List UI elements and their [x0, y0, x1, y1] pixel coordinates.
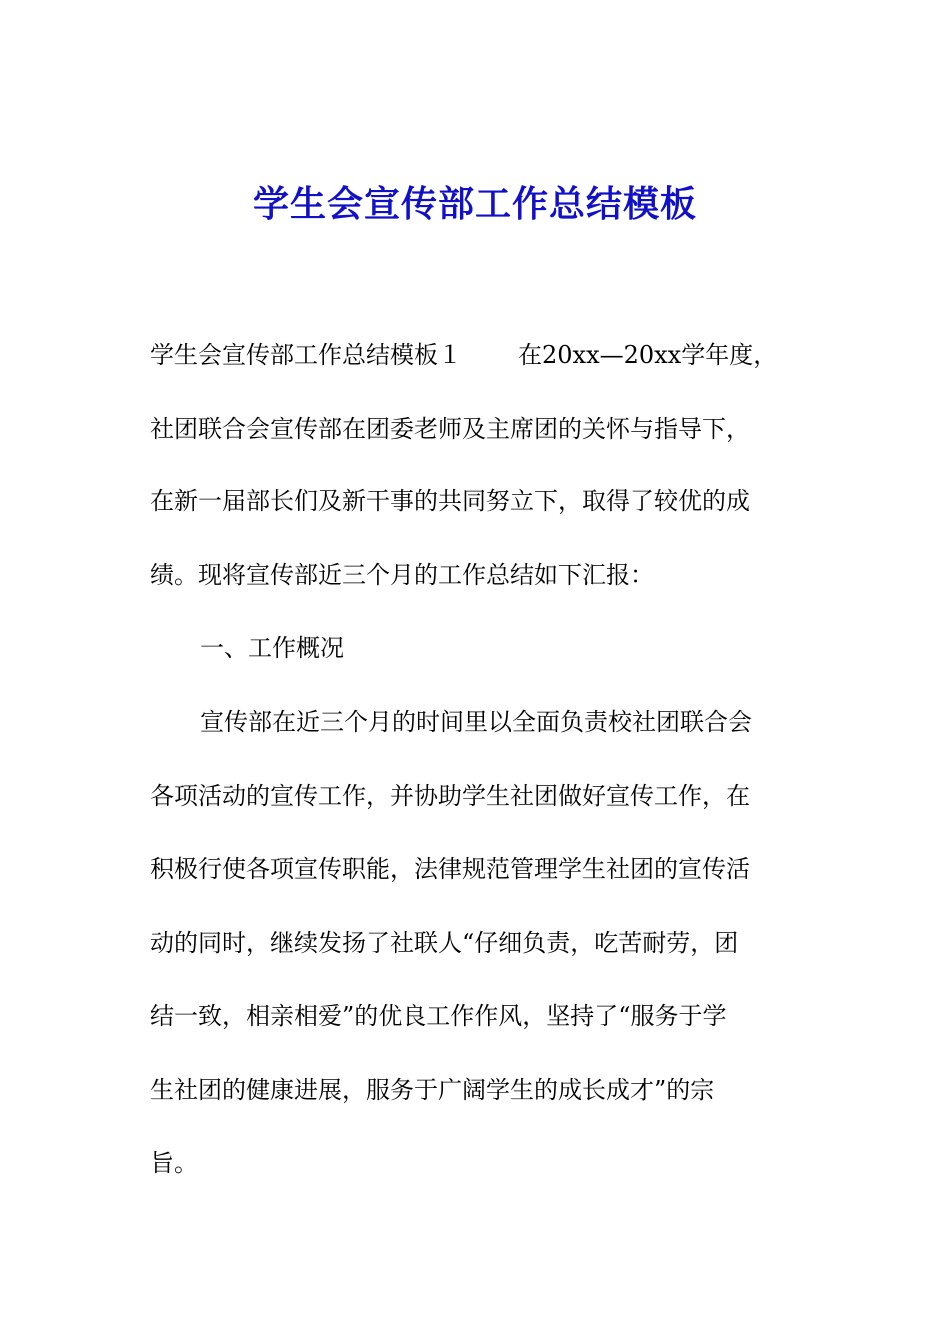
paragraph-line: 各项活动的宣传工作，并协助学生社团做好宣传工作，在	[150, 782, 750, 810]
paragraph-line: 绩。现将宣传部近三个月的工作总结如下汇报：	[150, 561, 654, 589]
paragraph-line: 生社团的健康进展，服务于广阔学生的成长成才”的宗	[150, 1076, 715, 1104]
paragraph-line: 社团联合会宣传部在团委老师及主席团的关怀与指导下，	[150, 415, 750, 443]
paragraph-line	[150, 335, 777, 375]
paragraph-line: 旨。	[150, 1149, 198, 1177]
document-title: 学生会宣传部工作总结模板	[252, 183, 697, 225]
paragraph-line: 在新一届部长们及新干事的共同努立下，取得了较优的成	[150, 487, 750, 515]
paragraph-line: 结一致，相亲相爱”的优良工作作风，坚持了“服务于学	[150, 1002, 727, 1030]
paragraph-line: 宣传部在近三个月的时间里以全面负责校社团联合会	[200, 708, 752, 736]
paragraph-line: 动的同时，继续发扬了社联人“仔细负责，吃苦耐劳，团	[150, 929, 739, 957]
paragraph-text: 在20xx—20xx学年度，	[518, 341, 778, 369]
section-heading: 一、工作概况	[200, 634, 344, 662]
intro-heading: 学生会宣传部工作总结模板１	[150, 341, 462, 369]
paragraph-line: 积极行使各项宣传职能，法律规范管理学生社团的宣传活	[150, 855, 750, 883]
